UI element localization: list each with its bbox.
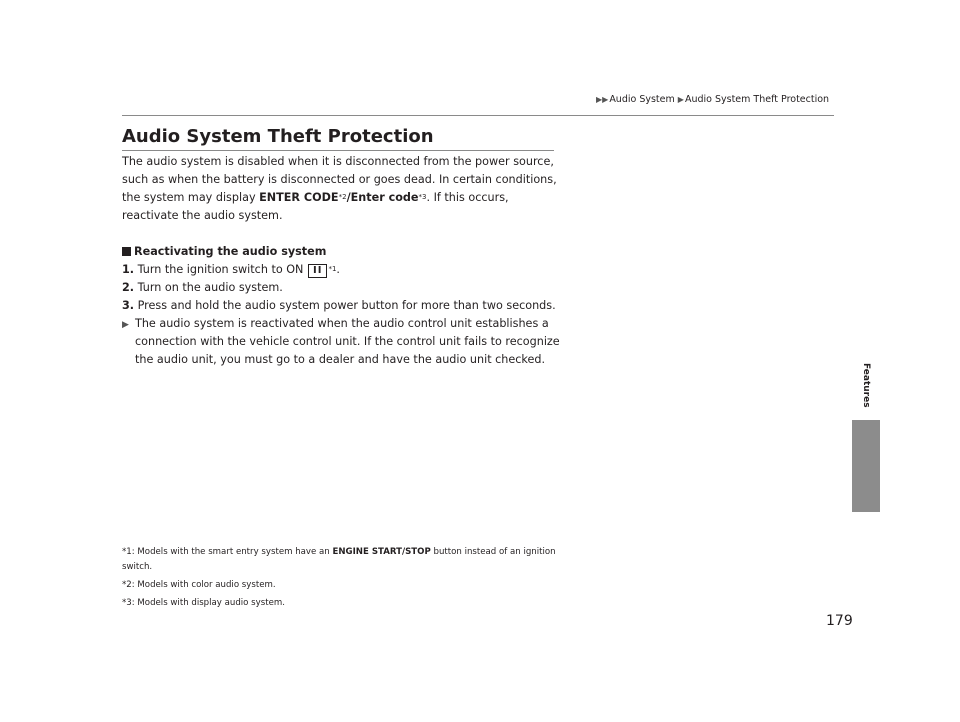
breadcrumb <box>596 94 836 105</box>
enter-code-label-alt: Enter code <box>350 191 419 204</box>
page-number: 179 <box>826 613 853 629</box>
enter-code-label: ENTER CODE <box>259 191 339 204</box>
result-arrow-icon: ▶ <box>122 320 129 330</box>
intro-paragraph: The audio system is disabled when it is disconnected from the power source, such as when the battery is disconnected or goes dead. In certain conditions, the system may display ENTER CODE$^{*2}$/Enter code$^{*3}$. If this occurs, reactivate the audio system. <box>122 155 557 222</box>
step-1: 1. Turn the ignition switch to ON II $^{*1}$. <box>122 263 340 276</box>
side-tab-marker[interactable] <box>852 420 880 512</box>
footnote-1: *1: Models with the smart entry system have an ENGINE START/STOP button instead of an ignition switch. <box>122 547 556 572</box>
breadcrumb-level2[interactable]: Audio System Theft Protection <box>684 94 830 105</box>
footnote-ref[interactable]: *1 <box>328 265 337 273</box>
step-3: 3. Press and hold the audio system power button for more than two seconds. <box>122 299 556 312</box>
footnote-3: *3: Models with display audio system. <box>122 598 285 608</box>
footnotes <box>122 545 562 614</box>
breadcrumb-arrow-icon: ▶▶ <box>596 95 609 104</box>
section-heading: Reactivating the audio system <box>122 243 562 261</box>
footnote-ref[interactable]: *3 <box>418 193 427 201</box>
breadcrumb-level1[interactable]: Audio System <box>609 94 675 105</box>
side-tab-label: Features <box>861 362 871 408</box>
header-divider <box>122 115 834 116</box>
page-title: Audio System Theft Protection <box>122 126 434 147</box>
square-bullet-icon <box>122 247 131 256</box>
footnote-ref[interactable]: *2 <box>338 193 347 201</box>
main-content <box>122 153 562 369</box>
ignition-position-key: II <box>308 264 327 278</box>
footnote-2: *2: Models with color audio system. <box>122 580 276 590</box>
breadcrumb-arrow-icon: ▶ <box>677 95 684 104</box>
step-2: 2. Turn on the audio system. <box>122 281 283 294</box>
step-3-result: ▶ The audio system is reactivated when the audio control unit establishes a connection with the vehicle control unit. If the control unit fails to recognize the audio unit, you must go to a dealer and have the audio unit checked. <box>122 317 560 366</box>
title-divider <box>122 150 554 151</box>
